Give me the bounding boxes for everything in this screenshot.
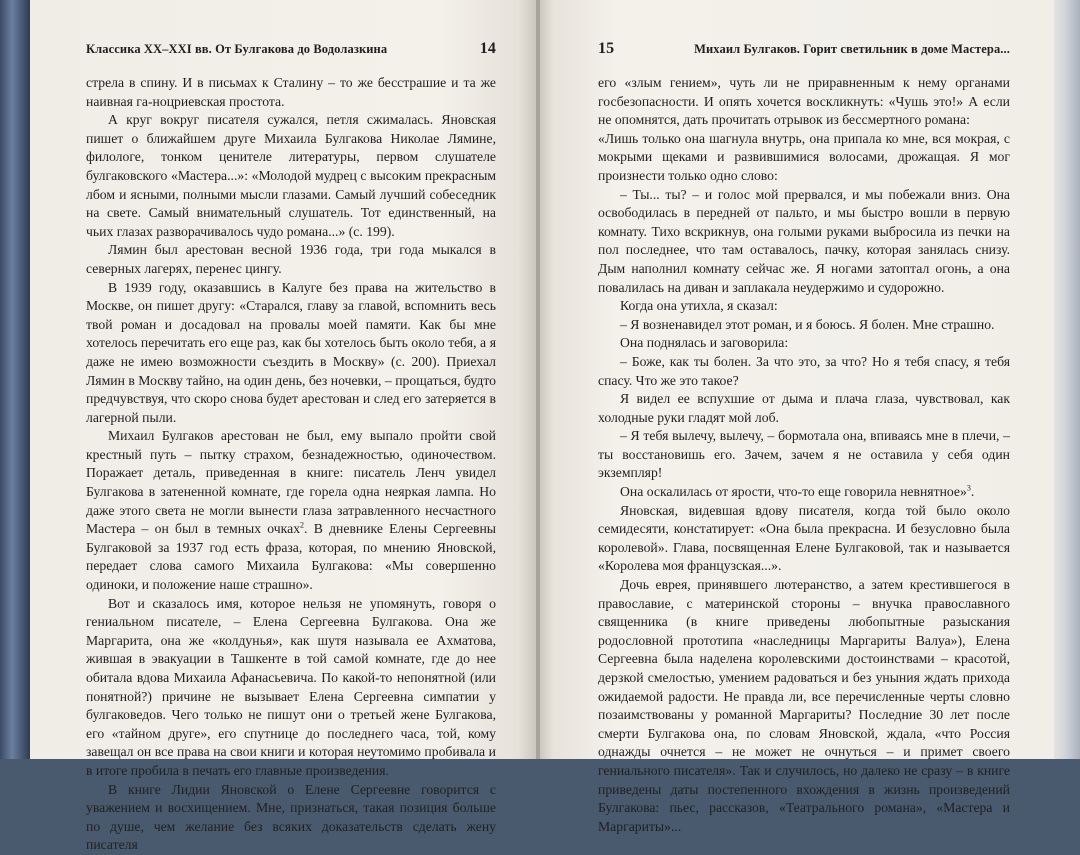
paragraph-text: его «злым гением», чуть ли не приравненным к нему органами госбезопасности. И опять хочется воскликнуть: «Чушь это!» А если не опомнятся, дать прочитать отрывок из бессмертного романа: <box>598 75 1010 128</box>
paragraph <box>598 483 1010 502</box>
background-left-edge <box>0 0 30 759</box>
right-page <box>538 0 1054 834</box>
paragraph-text: – Боже, как ты болен. За что это, за что? Но я тебя спасу, я тебя спасу. Что же это такое? <box>598 353 1010 388</box>
paragraph-text: – Я тебя вылечу, вылечу, – бормотала она, впиваясь мне в плечи, – ты восстановишь его. Зачем, зачем я не оставила у себя один экземпляр! <box>598 428 1010 481</box>
paragraph-text: – Ты... ты? – и голос мой прервался, и мы побежали вниз. Она освободилась в передней от пальто, и мы быстро вошли в первую комнату. Тихо вскрикнув, она голыми руками выбросила из печки на пол последнее, что там оставалось, пачку, которая занялась снизу. Дым наполнил комнату сейчас же. Я ногами затоптал огонь, а она повалилась на диван и заплакала неудержимо и судорожно. <box>598 186 1010 295</box>
paragraph <box>598 390 1010 427</box>
paragraph-text: Вот и сказалось имя, которое нельзя не упомянуть, говоря о гениальном писателе, – Елена Сергеевна Булгакова. Она же Маргарита, она же «колдунья», как шутя называла ее Ахматова, жившая в эвакуации в Ташкенте в той самой комнате, где до нее обитала вдова Михаила Афанасьевича. По какой-то непонятной (или понятной?) причине не вызывает Елена Сергеевна симпатии у булгаковедов. Чего только не пишут они о третьей жене Булгакова, его «тайном друге», его спутнице до последнего часа, той, кому завещал он все права на свои книги и которая неутомимо пробивала и в итоге пробила в печать его главные произведения. <box>86 595 496 778</box>
paragraph-text: В 1939 году, оказавшись в Калуге без права на жительство в Москве, он пишет другу: «Старался, главу за главой, вспомнить весь твой роман и досадовал на провалы моей памяти. Как бы мне хотелось перечитать его еще раз, как бы хотелось быть около тебя, а я даже не имею возможности съездить в Москву» (с. 200). Приехал Лямин в Москву тайно, на один день, без ночевки, – прощаться, будто предчувствуя, что скоро снова будет арестован и след его затеряется в лагерной пыли. <box>86 279 496 425</box>
paragraph <box>86 74 496 111</box>
left-page <box>30 0 538 853</box>
paragraph <box>86 279 496 428</box>
paragraph-text: Когда она утихла, я сказал: <box>620 298 778 314</box>
paragraph-text: Я видел ее вспухшие от дыма и плача глаза, чувствовал, как холодные руки гладят мой лоб. <box>598 391 1010 425</box>
paragraph <box>598 74 1010 130</box>
paragraph-text: В книге Лидии Яновской о Елене Сергеевне говорится с уважением и восхищением. Мне, признаться, такая позиция больше по душе, чем желание без всяких доказательств сделать жену писателя <box>86 781 496 853</box>
paragraph <box>598 576 1010 836</box>
paragraph-text: «Лишь только она шагнула внутрь, она припала ко мне, вся мокрая, с мокрыми щеками и развившимися волосами, дрожащая. Я мог произнести только одно слово: <box>598 130 1010 183</box>
footnote-marker: 2 <box>300 520 305 530</box>
paragraph <box>598 502 1010 576</box>
paragraph <box>598 316 1010 335</box>
paragraph <box>598 427 1010 483</box>
paragraph <box>86 427 496 594</box>
paragraph <box>598 130 1010 186</box>
book-gutter <box>536 0 540 759</box>
paragraph <box>86 781 496 855</box>
paragraph-text: стрела в спину. И в письмах к Сталину – то же бесстрашие и та же наивная га-ноцриевская простота. <box>86 75 496 109</box>
background-right-edge <box>1052 0 1080 759</box>
paragraph-text: – Я возненавидел этот роман, и я боюсь. Я болен. Мне страшно. <box>620 316 995 332</box>
footnote-marker: 3 <box>966 483 971 493</box>
left-page-header <box>86 40 496 62</box>
paragraph-text: Дочь еврея, принявшего лютеранство, а затем крестившегося в православие, с материнской стороны – внучка православного священника (в книге приведены любопытные разыскания родословной прототипа «наследницы Маргариты Валуа»), Елена Сергеевна была наделена королевскими достоинствами – красотой, дерзкой смелостью, умением радоваться и без уныния ждать прихода ожидаемой радости. Не правда ли, все перечисленные черты словно позаимствованы у романной Маргариты? Последние 30 лет после смерти Булгакова она, по словам Яновской, ждала, «что Россия однажды очнется – не может не очнуться – и примет своего гениального писателя». Так и случилось, но далеко не сразу – в книге приведены даты постепенного вхождения в жизнь произведений Булгакова: пьес, рассказов, «Театрального романа», «Мастера и Маргариты»... <box>598 577 1010 834</box>
paragraph <box>598 334 1010 353</box>
paragraph-text: Яновская, видевшая вдову писателя, когда той было около семидесяти, констатирует: «Она была прекрасна. И безусловно была королевой». Глава, посвященная Елене Булгаковой, так и называется «Королева моя французская...». <box>598 502 1010 574</box>
paragraph <box>86 595 496 781</box>
paragraph-text-tail: . <box>970 484 975 500</box>
paragraph <box>86 241 496 278</box>
left-page-body <box>86 74 496 855</box>
paragraph <box>598 297 1010 316</box>
right-page-number: 15 <box>598 40 615 57</box>
right-page-body <box>598 74 1010 836</box>
left-running-title: Классика XX–XXI вв. От Булгакова до Водолазкина <box>86 42 388 56</box>
paragraph-text: А круг вокруг писателя сужался, петля сжималась. Яновская пишет о ближайшем друге Михаила Булгакова Николае Лямине, филологе, тонком ценителе литературы, первом слушателе булгаковского «Мастера...»: «Молодой мудрец с высоким прекрасным лбом и ясными, полными мысли глазами. Самый лучший собеседник на свете. Самый внимательный слушатель. Тот единственный, на чьих глазах разворачивалось чудо романа...» (с. 199). <box>86 112 496 239</box>
paragraph-text: Она оскалилась от ярости, что-то еще говорила невнятное» <box>620 484 967 500</box>
left-page-number: 14 <box>479 40 496 57</box>
paragraph <box>86 111 496 241</box>
paragraph <box>598 186 1010 298</box>
paragraph-text: Лямин был арестован весной 1936 года, три года мыкался в северных лагерях, перенес цингу. <box>86 242 496 276</box>
paragraph <box>598 353 1010 390</box>
paragraph-text-tail: . В дневнике Елены Сергеевны Булгаковой за 1937 год есть фраза, которая, по мнению Яновской, передает слова самого Михаила Булгакова: «Мы совершенно одиноки, и положение наше страшно». <box>86 521 496 593</box>
paragraph-text: Она поднялась и заговорила: <box>620 335 789 351</box>
right-page-header <box>598 40 1010 62</box>
paragraph-text: Михаил Булгаков арестован не был, ему выпало пройти свой крестный путь – пытку страхом, безнадежностью, одиночеством. Поражает деталь, приведенная в книге: писатель Ленч увидел Булгакова в затененной комнате, где горела одна неяркая лампа. Но даже этого света не могли вынести глаза затравленного несчастного Мастера – он был в темных очках <box>86 428 496 537</box>
right-running-title: Михаил Булгаков. Горит светильник в доме Мастера... <box>694 42 1010 56</box>
